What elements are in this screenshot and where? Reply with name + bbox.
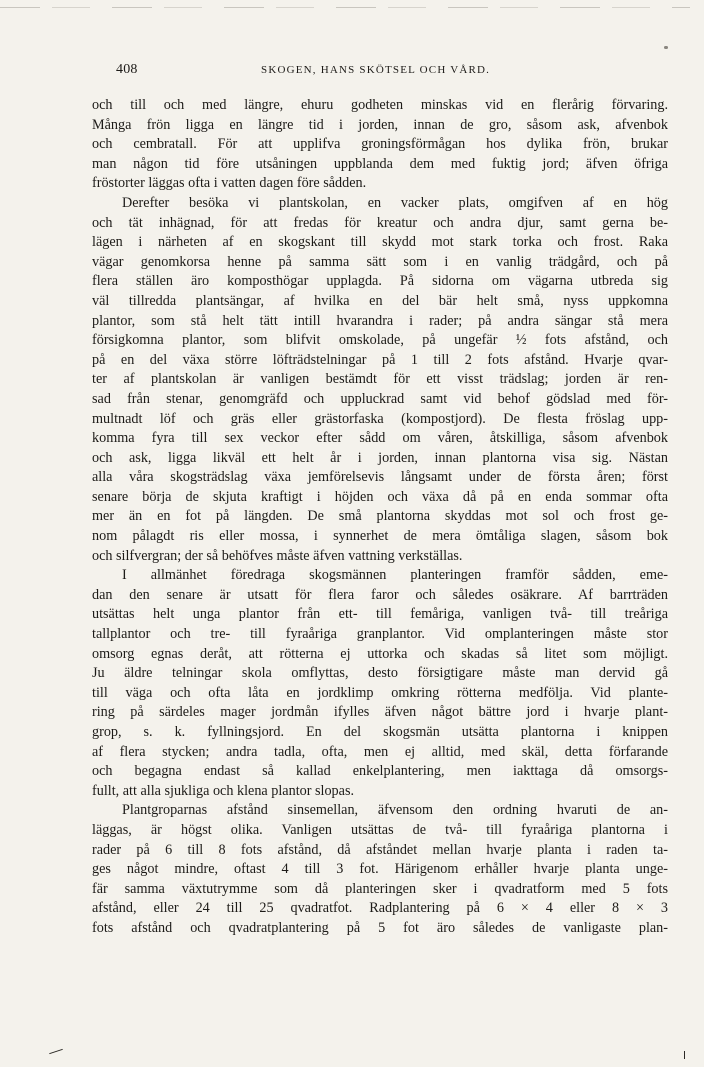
text-line: Många frön ligga en längre tid i jorden, innan de gro, såsom ask, afvenbok [92,116,668,133]
text-line: fots afstånd och qvadratplantering på 5 fot äro således de vanligaste plan- [92,919,668,936]
margin-mark [49,1049,63,1054]
text-line: afstånd, eller 24 till 25 qvadratfot. Radplantering på 6 × 4 eller 8 × 3 [92,900,668,917]
text-line: läggas, är högst olika. Vanligen utsättas de två- till fyraåriga plantorna i [92,821,668,838]
text-line: sad från stenar, genomgräfd och uppluckrad samt vid behof gödslad med för- [92,390,668,407]
paragraph-start-line: I allmänhet föredraga skogsmännen planteringen framför sådden, eme- [122,567,668,584]
text-line: tallplantor och tre- till fyraåriga granplantor. Vid omplanteringen måste stor [92,626,668,643]
text-line: rader på 6 till 8 fots afstånd, då afståndet mellan hvarje planta i raden ta- [92,841,668,858]
text-line: och tät inhägnad, för att fredas för kreatur och andra djur, samt gerna be- [92,214,668,231]
text-line: omsorg egnas deråt, att rötterna ej uttorka och skadas så litet som möjligt. [92,645,668,662]
text-line: väl tillredda plantsängar, af hvilka en del bär helt små, nyss uppkomna [92,292,668,309]
text-line: vägar genomkorsa henne på samma sätt som i en vanlig trädgård, och på [92,253,668,270]
text-line: utsättas helt unga plantor från ett- till femåriga, vanligen två- till treåriga [92,606,668,623]
text-line: multnadt löf och gräs eller grästorfaska (kompostjord). De flesta fröslag upp- [92,410,668,427]
text-line: mer än en fot på längden. De små plantorna skyddas mot sol och frost ge- [92,508,668,525]
text-line: fullt, att alla sjukliga och klena plantor slopas. [92,782,355,799]
page-number: 408 [116,62,138,77]
text-line: ter af plantskolan är vanligen bestämdt för ett visst trädslag; jorden är ren- [92,371,668,388]
text-line: och ask, ligga likväl ett helt år i jorden, innan plantorna visa sig. Nästan [92,449,668,466]
text-line: lägen i närheten af en skogskant till skydd mot stark torka och frost. Raka [92,234,668,251]
text-line: alla våra skogsträdslag växa jemförelsevis långsamt under de första åren; först [92,469,668,486]
margin-mark [684,1051,685,1059]
body-text [92,96,668,939]
paragraph-start-line: Derefter besöka vi plantskolan, en vacker plats, omgifven af en hög [122,194,668,211]
text-line: och cembratall. För att upplifva groningsförmågan hos dylika frön, brukar [92,136,668,153]
text-line: komma fyra till sex veckor efter sådd om våren, åtskilliga, såsom afvenbok [92,430,668,447]
text-line: man någon tid före utsåningen uppblanda dem med fuktig jord; äfven öfriga [92,155,668,172]
text-line: senare börja de skjuta kraftigt i höjden och växa då på en enda sommar ofta [92,488,668,505]
text-line: och till och med längre, ehuru godheten minskas vid en flerårig förvaring. [92,97,668,113]
text-line: och begagna endast så kallad enkelplantering, men iakttaga då omsorgs- [92,763,668,780]
page-header [116,62,666,84]
text-line: fröstorter läggas ofta i vatten dagen före sådden. [92,175,367,192]
top-edge-marking [0,7,690,8]
text-line: och silfvergran; der så behöfves måste äfven vattning verkställas. [92,547,463,564]
text-line: ges något mindre, oftast 4 till 3 fot. Härigenom erhåller hvarje planta unge- [92,861,668,878]
text-line: flera ställen äro komposthögar upplagda. På sidorna om vägarna utbreda sig [92,273,668,290]
text-line: grop, s. k. fyllningsjord. En del skogsmän utsätta plantorna i knippen [92,724,668,740]
running-head: SKOGEN, HANS SKÖTSEL OCH VÅRD. [261,64,491,76]
text-line: försigkomna plantor, som blifvit omskolade, på ungefär ½ fots afstånd, och [92,332,668,349]
text-line: af flera stycken; andra tadla, ofta, men ej alltid, med skäl, detta förfarande [92,743,668,760]
text-line: Ju äldre telningar skola omflyttas, desto försigtigare måste man dervid gå [92,665,668,682]
text-line: nom pålagdt ris eller mossa, i synnerhet de mera ömtåliga slagen, såsom bok [92,528,668,545]
text-line: fär samma växtutrymme som då planteringen sker i qvadratform med 5 fots [92,880,668,897]
text-line: på en del växa större löfträdstelningar på 1 till 2 fots afstånd. Hvarje qvar- [92,351,668,368]
text-line: dan den senare är utsatt för flera faror och således osäkrare. Af barrträden [92,586,668,603]
paragraph-start-line: Plantgroparnas afstånd sinsemellan, äfvensom den ordning hvaruti de an- [122,802,668,819]
text-line: ring på särdeles mager jordmån ifylles äfven något bättre jord i hvarje plant- [92,704,668,721]
page-speck [664,46,668,49]
text-line: plantor, som stå helt tätt intill hvarandra i rader; på andra sängar stå mera [92,312,668,329]
text-line: till väga och ofta låta en jordklimp omkring rötterna medfölja. Vid plante- [92,684,668,701]
